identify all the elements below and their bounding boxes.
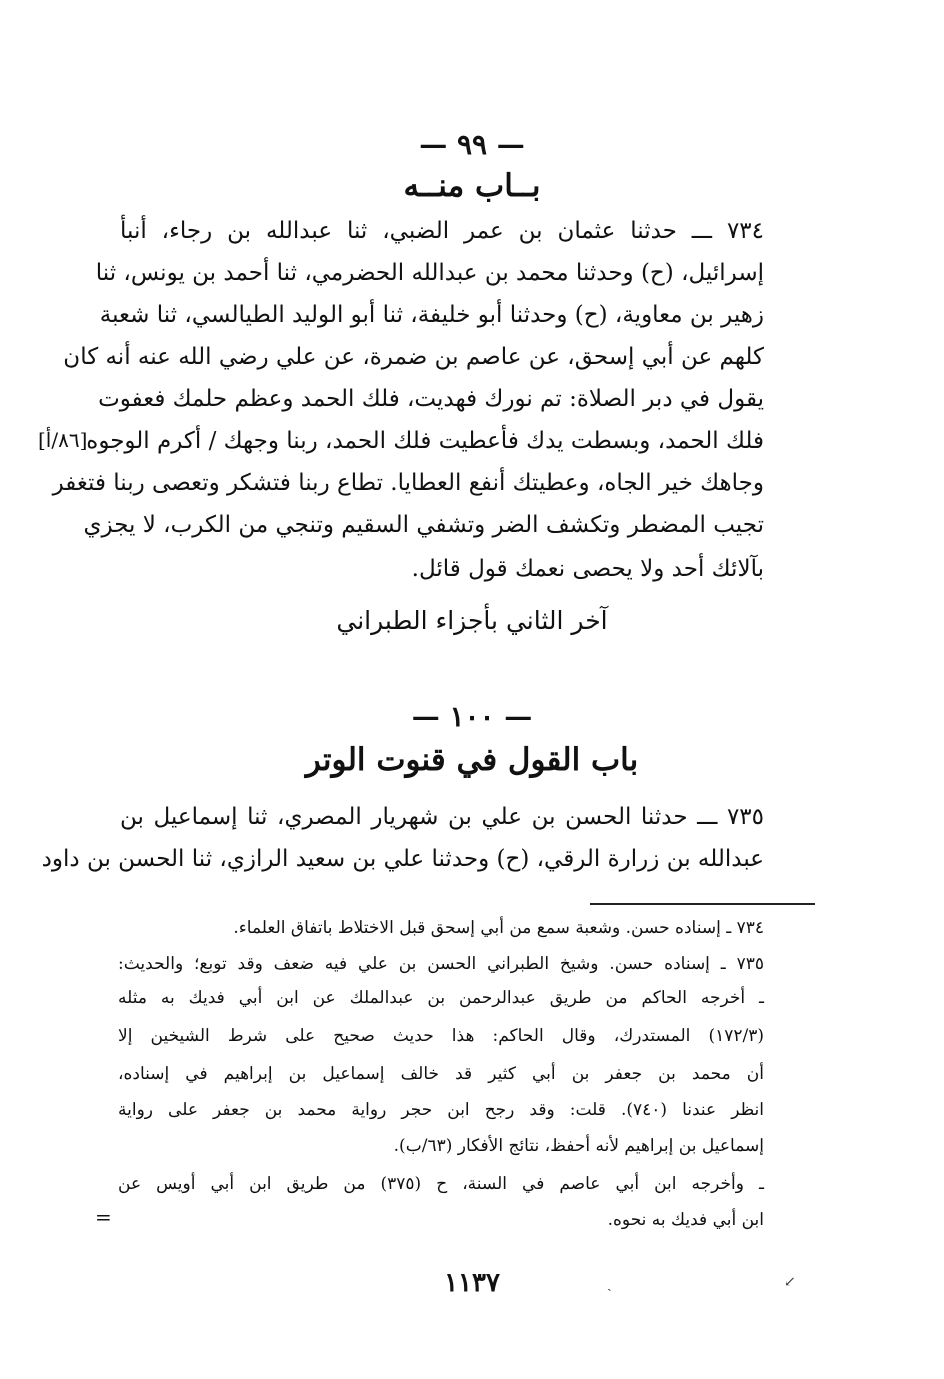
- hadith-text-line: فلك الحمد، وبسطت يدك فأعطيت فلك الحمد، ربنا وجهك / أكرم الوجوه: [86, 428, 764, 454]
- footnote-line: ٧٣٥ ـ إسناده حسن. وشيخ الطبراني الحسن بن علي فيه ضعف وقد توبع؛ والحديث:: [118, 954, 764, 974]
- section-title: بــاب منــه: [403, 168, 541, 204]
- part-end-note: آخر الثاني بأجزاء الطبراني: [336, 606, 608, 635]
- footnote-line: انظر عندنا (٧٤٠). قلت: وقد رجح ابن حجر رواية محمد بن جعفر على رواية: [118, 1100, 764, 1120]
- hadith-text-line: عبدالله بن زرارة الرقي، (ح) وحدثنا علي بن سعيد الرازي، ثنا الحسن بن داود: [41, 846, 764, 872]
- section-title: باب القول في قنوت الوتر: [305, 742, 639, 778]
- manuscript-folio-marker: [٨٦/أ]: [38, 428, 88, 452]
- footnote-line: ـ وأخرجه ابن أبي عاصم في السنة، ح (٣٧٥) من طريق ابن أبي أويس عن: [118, 1174, 764, 1194]
- hadith-text-line: ٧٣٤ ـــ حدثنا عثمان بن عمر الضبي، ثنا عبدالله بن رجاء، أنبأ: [120, 218, 764, 244]
- footnote-line: ٧٣٤ ـ إسناده حسن. وشعبة سمع من أبي إسحق قبل الاختلاط باتفاق العلماء.: [233, 918, 764, 938]
- footnote-line: إسماعيل بن إبراهيم لأنه أحفظ، نتائج الأفكار (٦٣/ب).: [393, 1136, 764, 1156]
- hadith-text-line: إسرائيل، (ح) وحدثنا محمد بن عبدالله الحضرمي، ثنا أحمد بن يونس، ثنا: [95, 260, 764, 286]
- section-number: — ٩٩ —: [419, 128, 525, 161]
- footnote-line: ـ أخرجه الحاكم من طريق عبدالرحمن بن عبدالملك عن ابن أبي فديك به مثله: [118, 988, 764, 1008]
- hadith-text-line: ٧٣٥ ـــ حدثنا الحسن بن علي بن شهريار المصري، ثنا إسماعيل بن: [120, 804, 764, 830]
- hadith-text-line: زهير بن معاوية، (ح) وحدثنا أبو خليفة، ثنا أبو الوليد الطيالسي، ثنا شعبة: [99, 302, 764, 328]
- hadith-text-line: يقول في دبر الصلاة: تم نورك فهديت، فلك الحمد وعظم حلمك فعفوت: [98, 386, 764, 412]
- hadith-text-line: تجيب المضطر وتكشف الضر وتشفي السقيم وتنجي من الكرب، لا يجزي: [83, 512, 764, 538]
- scan-speck: ↙: [784, 1274, 796, 1290]
- section-number: — ١٠٠ —: [411, 700, 533, 733]
- footnote-separator: [590, 903, 815, 905]
- hadith-text-line: وجاهك خير الجاه، وعطيتك أنفع العطايا. تطاع ربنا فتشكر وتعصى ربنا فتغفر: [52, 470, 764, 496]
- continuation-mark: =: [95, 1205, 112, 1229]
- hadith-text-line: كلهم عن أبي إسحق، عن عاصم بن ضمرة، عن علي رضي الله عنه أنه كان: [63, 344, 764, 370]
- footnote-line: أن محمد بن جعفر بن أبي كثير قد خالف إسماعيل بن إبراهيم في إسناده،: [118, 1064, 764, 1084]
- scan-speck: ˏ: [607, 1276, 612, 1292]
- footnote-line: ابن أبي فديك به نحوه.: [607, 1210, 764, 1230]
- page-number: ١١٣٧: [444, 1268, 500, 1298]
- footnote-line: (١٧٢/٣) المستدرك، وقال الحاكم: هذا حديث صحيح على شرط الشيخين إلا: [118, 1026, 764, 1046]
- hadith-text-line: بآلائك أحد ولا يحصى نعمك قول قائل.: [411, 556, 764, 582]
